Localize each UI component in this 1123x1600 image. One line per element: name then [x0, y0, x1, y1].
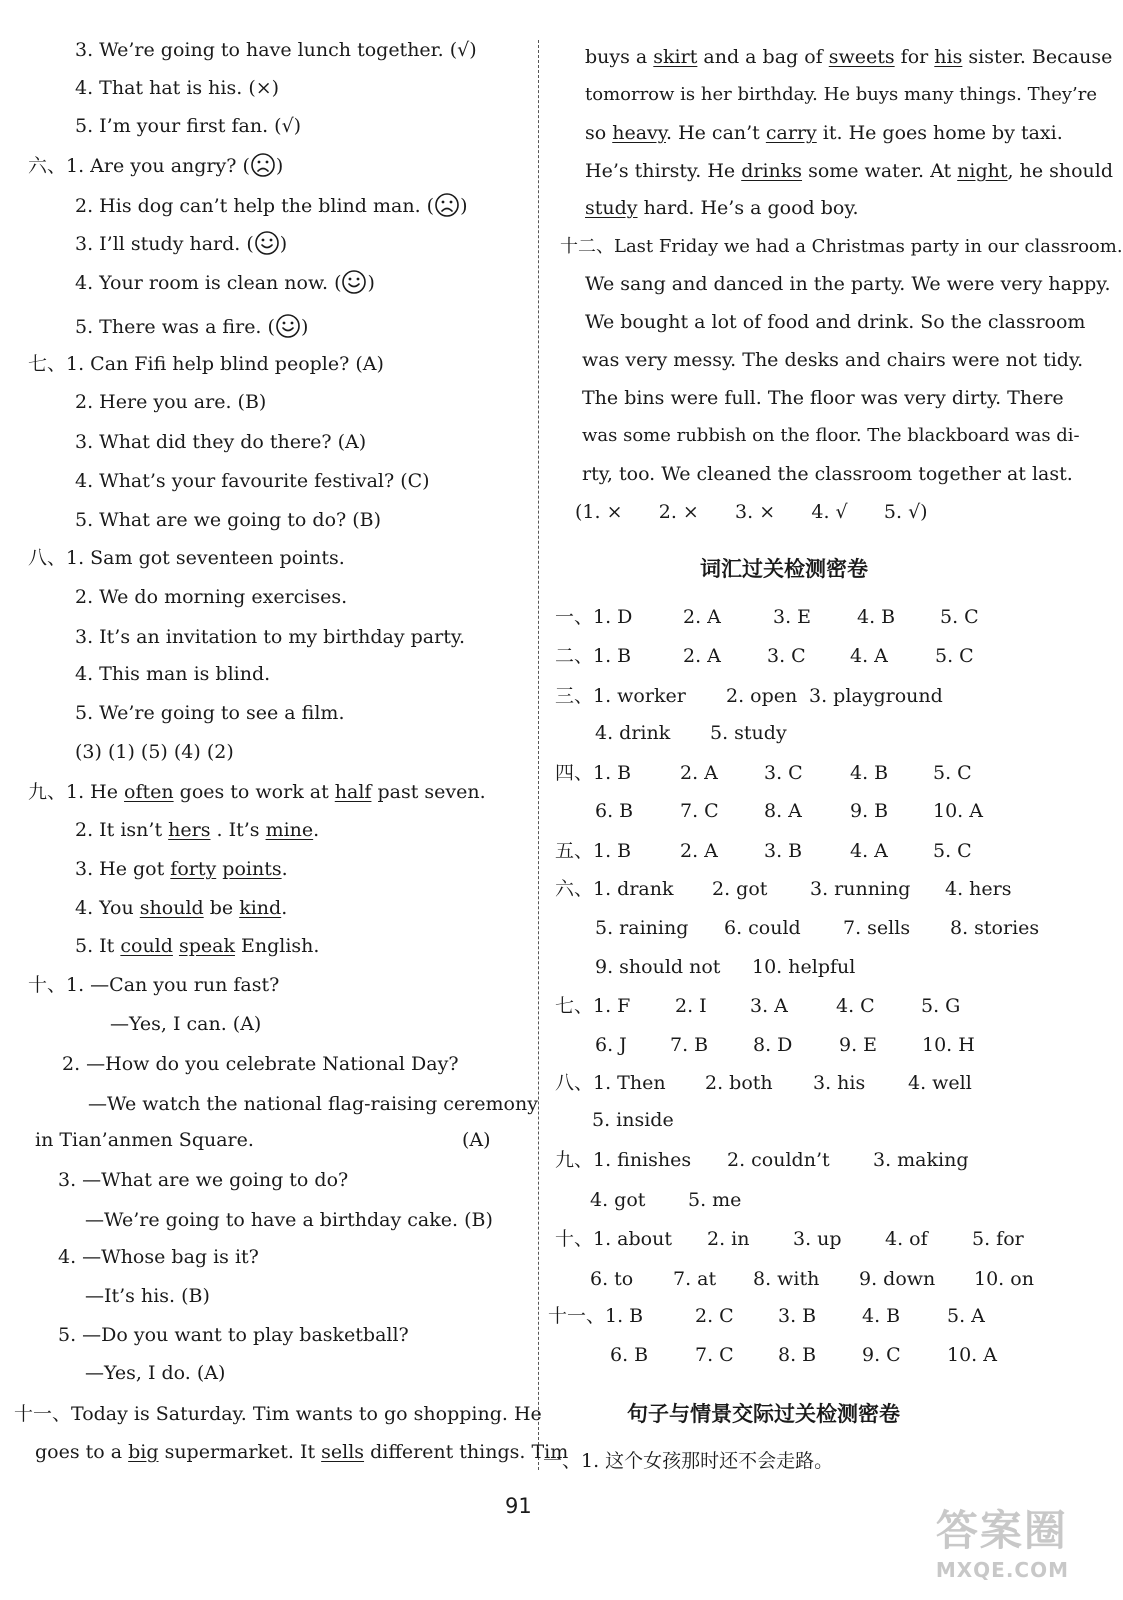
vocab-answer-item: 10. A — [933, 800, 983, 822]
watermark-text: 答案圈 — [935, 1506, 1068, 1555]
vocab-answer-item: 4. A — [850, 645, 888, 667]
underlined-word: study — [585, 197, 638, 219]
passage-line: He’s thirsty. He drinks some water. At night, he should — [585, 160, 1114, 182]
vocab-answer-item: 10. on — [974, 1268, 1034, 1290]
vocab-answer-item: 8. with — [753, 1268, 820, 1290]
answer-line: 4. You should be kind. — [75, 897, 288, 919]
vocab-answer-item: 5. C — [933, 762, 972, 784]
answer-line: 2. It isn’t hers . It’s mine. — [75, 819, 320, 841]
vocab-answer-item: 八、1. Then — [555, 1072, 666, 1094]
vocab-answer-item: 5. C — [935, 645, 974, 667]
answer-line: 5. It could speak English. — [75, 935, 320, 957]
vocab-answer-item: 3. playground — [809, 685, 943, 707]
answer-line: —We’re going to have a birthday cake. (B) — [85, 1209, 493, 1231]
answer-line: 六、1. Are you angry? ( ) — [28, 152, 283, 178]
vocab-answer-item: 5. inside — [592, 1109, 674, 1131]
underlined-word: mine — [265, 819, 314, 841]
answer-line: 一、1. 这个女孩那时还不会走路。 — [543, 1450, 834, 1472]
vocab-answer-item: 十一、1. B — [548, 1305, 644, 1327]
vocab-answer-item: 十、1. about — [555, 1228, 672, 1250]
answer-line: 4. What’s your favourite festival? (C) — [75, 470, 430, 492]
underlined-word: heavy — [612, 122, 666, 144]
answer-line: 2. We do morning exercises. — [75, 586, 348, 608]
vocab-answer-item: 5. me — [688, 1189, 742, 1211]
vocab-answer-item: 2. I — [675, 995, 707, 1017]
vocab-answer-item: 6. B — [595, 800, 634, 822]
underlined-word: half — [334, 781, 372, 803]
vocab-answer-item: 4. A — [850, 840, 888, 862]
smiley-face-icon — [341, 269, 367, 295]
vocab-answer-item: 七、1. F — [555, 995, 631, 1017]
answer-line: 3. He got forty points. — [75, 858, 288, 880]
vocab-answer-item: 5. raining — [595, 917, 689, 939]
vocab-answer-item: 6. could — [724, 917, 801, 939]
answer-line: 七、1. Can Fifi help blind people? (A) — [28, 353, 384, 375]
answer-line: 九、1. He often goes to work at half past seven. — [28, 781, 486, 803]
vocab-answer-item: 5. C — [933, 840, 972, 862]
vocab-answer-item: 10. H — [922, 1034, 975, 1056]
vocab-answer-item: 2. both — [705, 1072, 773, 1094]
smiley-face-icon — [254, 230, 280, 256]
vocab-answer-item: 8. stories — [950, 917, 1040, 939]
answer-line: 4. —Whose bag is it? — [58, 1246, 259, 1268]
watermark-logo — [936, 1498, 1069, 1582]
passage-line: buys a skirt and a bag of sweets for his sister. Because — [585, 46, 1113, 68]
vocab-answer-item: 4. got — [590, 1189, 646, 1211]
vocab-answer-item: 9. B — [850, 800, 889, 822]
vocab-answer-item: 五、1. B — [555, 840, 632, 862]
answer-line: —It’s his. (B) — [85, 1285, 210, 1307]
answer-line: 2. —How do you celebrate National Day? — [62, 1053, 459, 1075]
vocab-answer-item: 3. B — [764, 840, 803, 862]
vocab-answer-item: 3. up — [793, 1228, 842, 1250]
underlined-word: his — [934, 46, 963, 68]
vocab-answer-item: 4. B — [850, 762, 889, 784]
underlined-word: forty — [170, 858, 217, 880]
answer-choice: (A) — [462, 1129, 491, 1151]
passage-line: rty, too. We cleaned the classroom together at last. — [582, 463, 1073, 485]
underlined-word: often — [124, 781, 174, 803]
vocab-answer-item: 2. A — [680, 762, 718, 784]
answer-line: 5. We’re going to see a film. — [75, 702, 345, 724]
vocab-answer-item: 4. well — [908, 1072, 972, 1094]
vocab-answer-item: 六、1. drank — [555, 878, 674, 900]
underlined-word: hers — [168, 819, 211, 841]
vocab-answer-item: 9. C — [862, 1344, 901, 1366]
vocab-answer-item: 一、1. D — [555, 606, 633, 628]
answer-line: 3. It’s an invitation to my birthday party. — [75, 626, 466, 648]
section-title: 词汇过关检测密卷 — [700, 557, 868, 581]
vocab-answer-item: 5. for — [972, 1228, 1024, 1250]
vocab-answer-item: 4. of — [885, 1228, 928, 1250]
vocab-answer-item: 8. D — [753, 1034, 793, 1056]
vocab-answer-item: 4. hers — [945, 878, 1012, 900]
vocab-answer-item: 9. should not — [595, 956, 721, 978]
passage-line: 十一、Today is Saturday. Tim wants to go shopping. He — [14, 1403, 542, 1425]
underlined-word: kind — [239, 897, 282, 919]
underlined-word: sweets — [828, 46, 895, 68]
vocab-answer-item: 6. to — [590, 1268, 634, 1290]
vocab-answer-item: 5. study — [710, 722, 787, 744]
section-title: 句子与情景交际过关检测密卷 — [627, 1402, 900, 1426]
underlined-word: skirt — [653, 46, 698, 68]
vocab-answer-item: 二、1. B — [555, 645, 632, 667]
column-divider — [538, 40, 539, 1470]
vocab-answer-item: 10. helpful — [752, 956, 856, 978]
vocab-answer-item: 7. C — [695, 1344, 734, 1366]
answer-line: 5. There was a fire. ( ) — [75, 313, 308, 339]
answer-line: 4. Your room is clean now. ( ) — [75, 269, 375, 295]
answer-line: 2. His dog can’t help the blind man. ( ) — [75, 192, 468, 218]
passage-line: The bins were full. The floor was very dirty. There — [582, 387, 1064, 409]
vocab-answer-item: 6. B — [610, 1344, 649, 1366]
answer-line: 2. Here you are. (B) — [75, 391, 267, 413]
underlined-word: should — [139, 897, 204, 919]
smiley-face-icon — [275, 313, 301, 339]
vocab-answer-item: 7. sells — [843, 917, 911, 939]
answer-line: —We watch the national flag-raising ceremony — [88, 1093, 538, 1115]
passage-line: We bought a lot of food and drink. So the classroom — [585, 311, 1086, 333]
passage-line: We sang and danced in the party. We were very happy. — [585, 273, 1111, 295]
vocab-answer-item: 7. at — [673, 1268, 717, 1290]
vocab-answer-item: 九、1. finishes — [555, 1149, 692, 1171]
passage-line: was some rubbish on the floor. The blackboard was di- — [582, 425, 1080, 446]
vocab-answer-item: 2. C — [695, 1305, 734, 1327]
vocab-answer-item: 3. running — [810, 878, 911, 900]
vocab-answer-item: 2. A — [683, 606, 721, 628]
answer-line: 4. This man is blind. — [75, 663, 271, 685]
underlined-word: sells — [321, 1441, 365, 1463]
vocab-answer-item: 3. his — [813, 1072, 866, 1094]
vocab-answer-item: 7. C — [680, 800, 719, 822]
passage-line: goes to a big supermarket. It sells different things. Tim — [35, 1441, 569, 1463]
vocab-answer-item: 2. in — [707, 1228, 750, 1250]
vocab-answer-item: 4. C — [836, 995, 875, 1017]
answer-line: 3. I’ll study hard. ( ) — [75, 230, 287, 256]
answer-line: 5. What are we going to do? (B) — [75, 509, 382, 531]
page-number: 91 — [505, 1494, 532, 1518]
vocab-answer-item: 3. C — [767, 645, 806, 667]
vocab-answer-item: 3. B — [778, 1305, 817, 1327]
answer-line: 4. That hat is his. (×) — [75, 77, 280, 99]
vocab-answer-item: 4. drink — [595, 722, 671, 744]
underlined-word: night — [957, 160, 1008, 182]
vocab-answer-item: 2. A — [683, 645, 721, 667]
vocab-answer-item: 9. down — [859, 1268, 936, 1290]
vocab-answer-item: 4. B — [862, 1305, 901, 1327]
underlined-word: drinks — [741, 160, 803, 182]
vocab-answer-item: 8. A — [764, 800, 802, 822]
answer-order: (3) (1) (5) (4) (2) — [75, 741, 234, 763]
answer-line: 八、1. Sam got seventeen points. — [28, 547, 345, 569]
answer-line: 3. —What are we going to do? — [58, 1169, 349, 1191]
answer-line: 十、1. —Can you run fast? — [28, 974, 280, 996]
passage-line: tomorrow is her birthday. He buys many things. They’re — [585, 84, 1097, 105]
answer-line: —Yes, I do. (A) — [85, 1362, 226, 1384]
vocab-answer-item: 3. A — [750, 995, 788, 1017]
vocab-answer-item: 2. couldn’t — [727, 1149, 830, 1171]
sad-face-icon — [250, 152, 276, 178]
vocab-answer-item: 三、1. worker — [555, 685, 686, 707]
vocab-answer-item: 3. E — [773, 606, 812, 628]
vocab-answer-item: 四、1. B — [555, 762, 632, 784]
answer-line: 5. I’m your first fan. (√) — [75, 115, 302, 137]
answer-line: in Tian’anmen Square. — [35, 1129, 254, 1151]
vocab-answer-item: 6. J — [595, 1034, 627, 1056]
vocab-answer-item: 5. A — [947, 1305, 985, 1327]
vocab-answer-item: 5. C — [940, 606, 979, 628]
passage-line: so heavy. He can’t carry it. He goes home by taxi. — [585, 122, 1063, 144]
passage-line: study hard. He’s a good boy. — [585, 197, 859, 219]
sad-face-icon — [434, 192, 460, 218]
underlined-word: big — [128, 1441, 159, 1463]
vocab-answer-item: 7. B — [670, 1034, 709, 1056]
vocab-answer-item: 3. making — [873, 1149, 969, 1171]
answer-line: 3. We’re going to have lunch together. (√) — [75, 39, 477, 61]
vocab-answer-item: 3. C — [764, 762, 803, 784]
vocab-answer-item: 2. open — [726, 685, 798, 707]
answer-line: —Yes, I can. (A) — [110, 1013, 262, 1035]
answer-line: (1. × 2. × 3. × 4. √ 5. √) — [575, 501, 928, 523]
vocab-answer-item: 2. got — [712, 878, 768, 900]
vocab-answer-item: 10. A — [947, 1344, 997, 1366]
vocab-answer-item: 8. B — [778, 1344, 817, 1366]
vocab-answer-item: 2. A — [680, 840, 718, 862]
passage-line: 十二、Last Friday we had a Christmas party in our classroom. — [560, 236, 1123, 257]
underlined-word: points — [222, 858, 282, 880]
answer-line: 5. —Do you want to play basketball? — [58, 1324, 409, 1346]
watermark-url: MXQE.COM — [935, 1558, 1069, 1582]
vocab-answer-item: 9. E — [839, 1034, 878, 1056]
vocab-answer-item: 4. B — [857, 606, 896, 628]
vocab-answer-item: 5. G — [921, 995, 961, 1017]
underlined-word: carry — [765, 122, 817, 144]
passage-line: was very messy. The desks and chairs were not tidy. — [582, 349, 1084, 371]
underlined-word: could — [120, 935, 173, 957]
underlined-word: speak — [178, 935, 235, 957]
answer-line: 3. What did they do there? (A) — [75, 431, 367, 453]
